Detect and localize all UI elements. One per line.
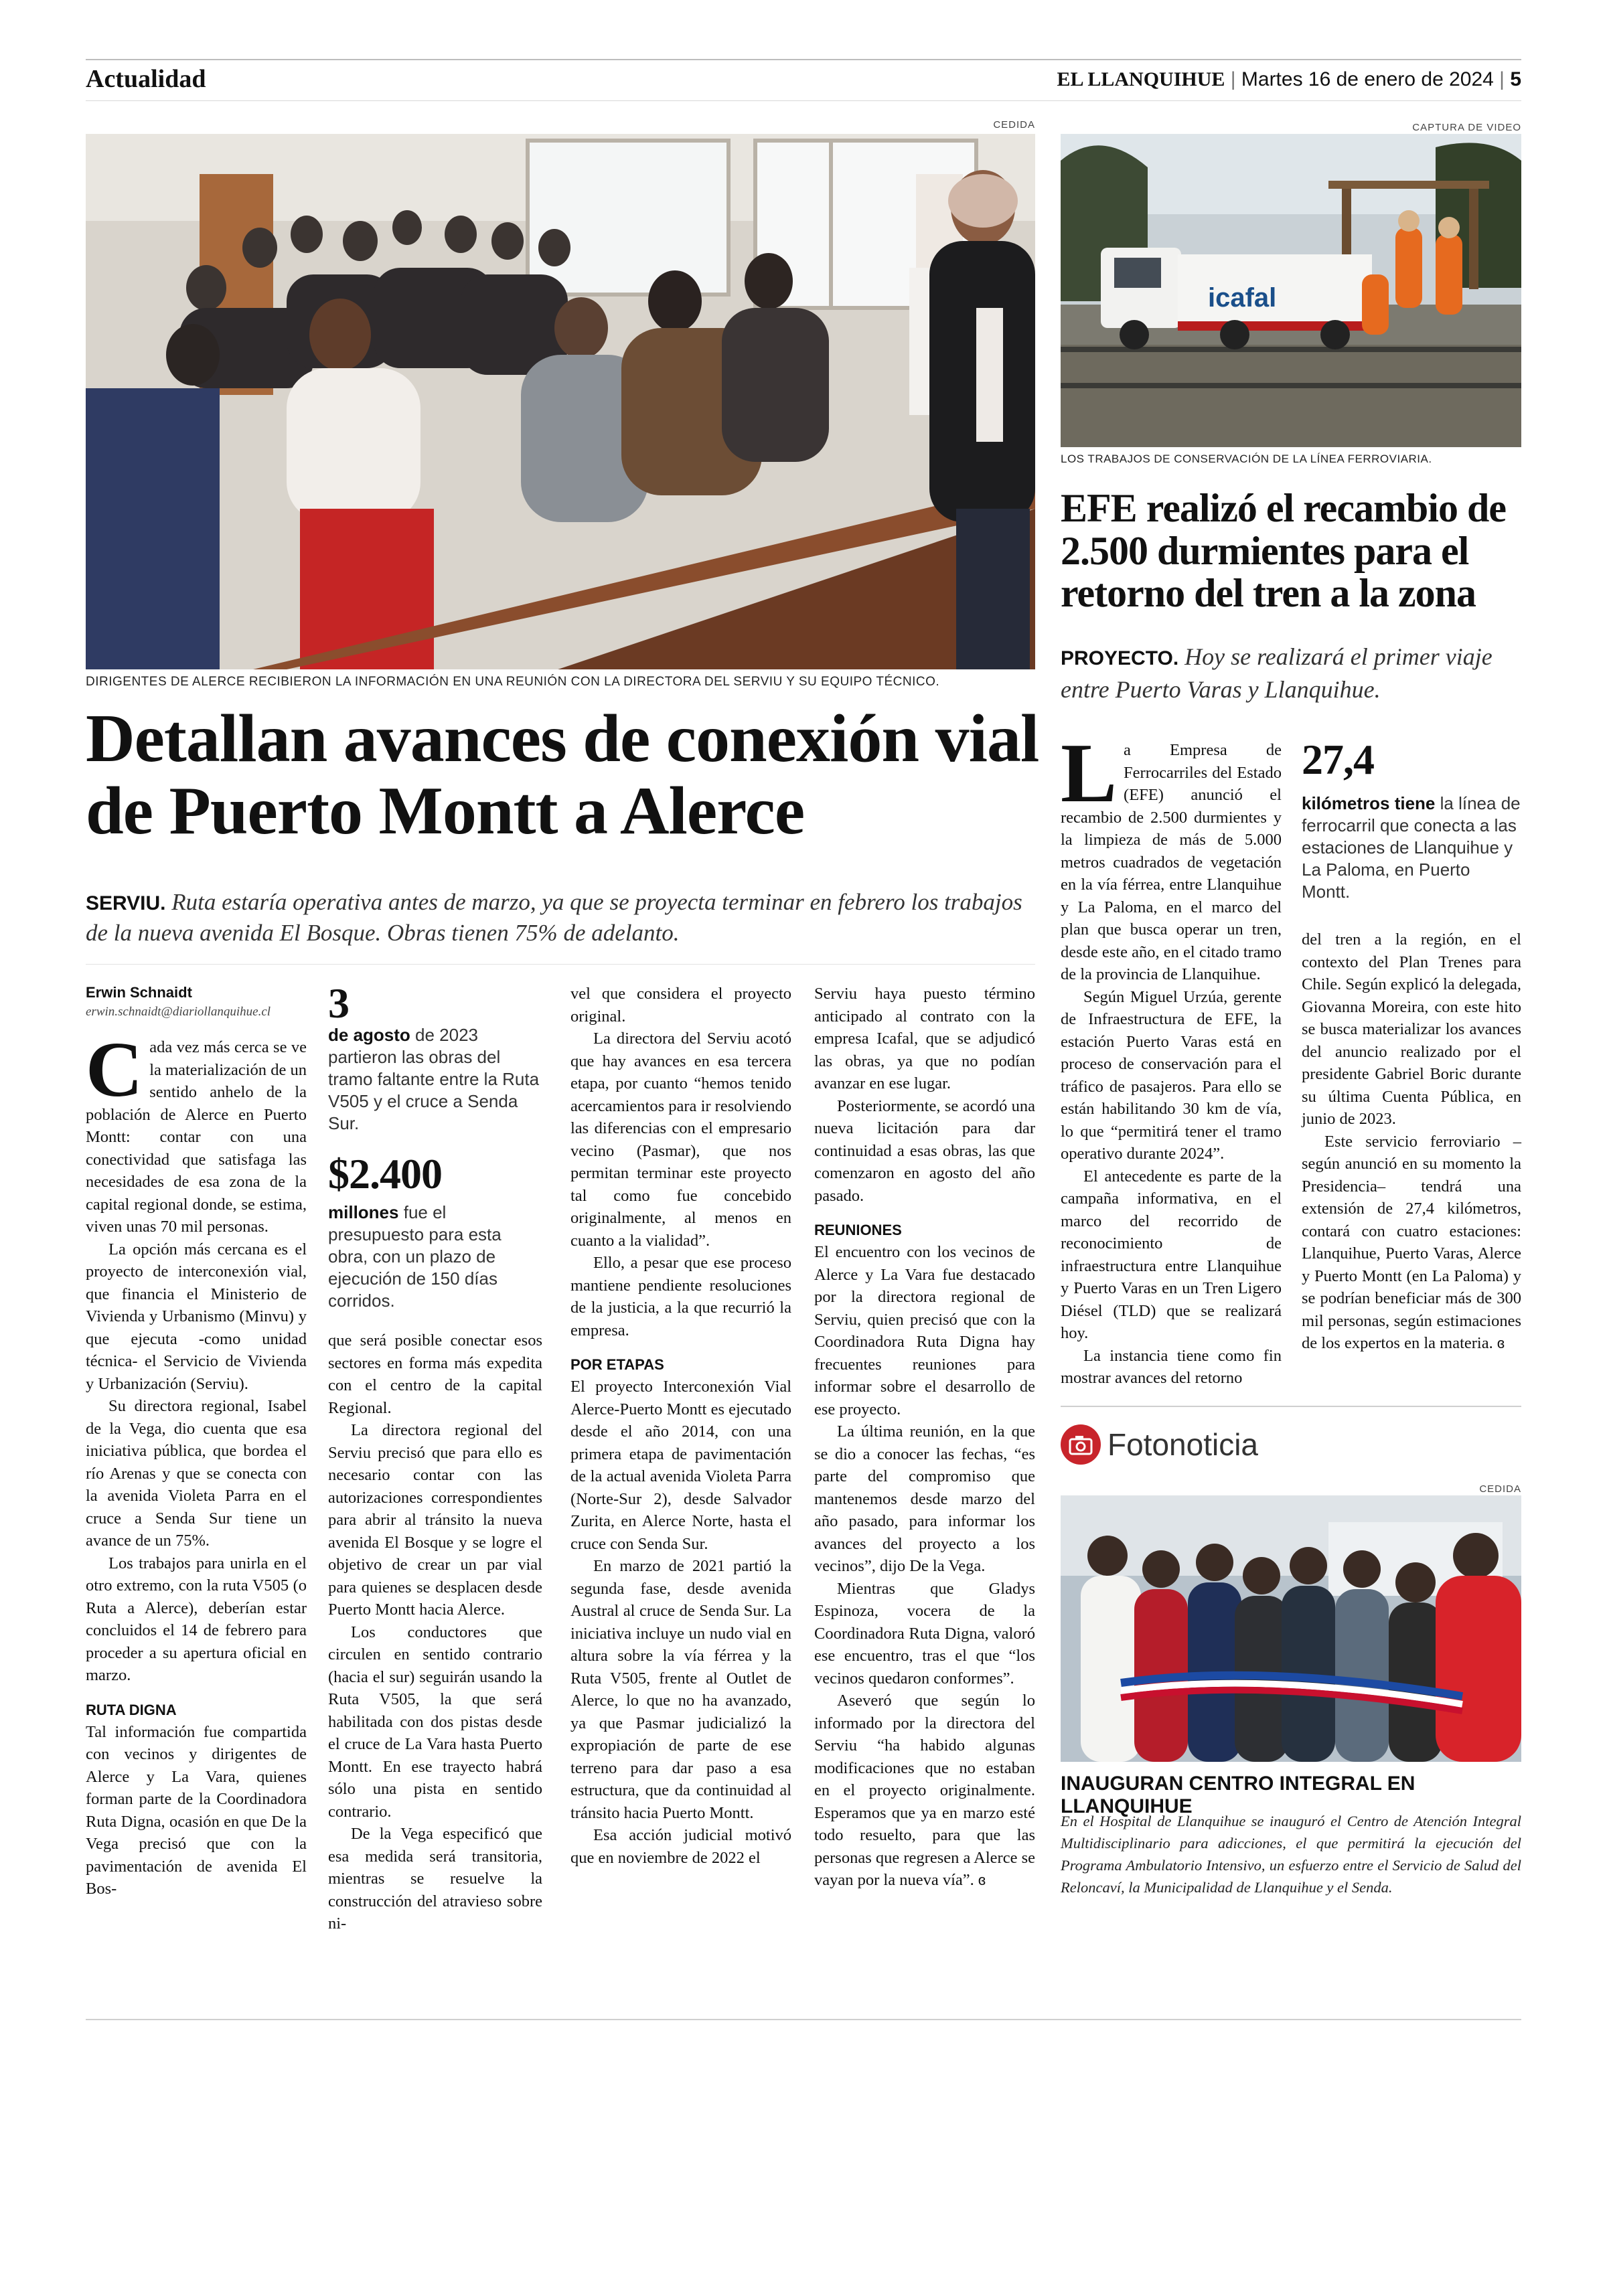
subheading-ruta-digna: RUTA DIGNA <box>86 1701 177 1718</box>
stat-bold: millones <box>328 1202 399 1222</box>
inauguration-photo <box>1061 1495 1521 1762</box>
paragraph: Ello, a pesar que ese proceso mantiene pendiente resoluciones de la justicia, a la que recurrió la empresa. <box>570 1254 791 1339</box>
paragraph: La opción más cercana es el proyecto de interconexión vial, que financia el Ministerio de Vivienda y Urbanismo (Minvu) y que ejecuta -como unidad técnica- el Servicio de Vivienda y Urbanización (Serviu). <box>86 1240 307 1393</box>
stat-text: fue el presupuesto para esta obra, con un plazo de ejecución de 150 días corridos. <box>328 1202 502 1311</box>
fotonoticia-rule <box>1061 1406 1521 1407</box>
stat-km-number: 27,4 <box>1302 736 1374 783</box>
efe-photo-caption: LOS TRABAJOS DE CONSERVACIÓN DE LA LÍNEA FERROVIARIA. <box>1061 453 1432 465</box>
stat-start-date-number: 3 <box>328 979 349 1027</box>
stat-text: de 2023 partieron las obras del tramo faltante entre la Ruta V505 y el cruce a Senda Sur. <box>328 1025 540 1133</box>
paragraph: El proyecto Interconexión Vial Alerce-Puerto Montt es ejecutado desde el año 2014, con una primera etapa de pavimentación de la actual avenida Violeta Parra (Norte-Sur 2), desde Salvador Zurita, en Alerce Norte, hasta el cruce con Senda Sur. <box>570 1378 791 1553</box>
fotonoticia-title: Fotonoticia <box>1107 1427 1259 1462</box>
meeting-photo <box>86 134 1035 669</box>
stat-budget-number: $2.400 <box>328 1150 442 1198</box>
paragraph: El encuentro con los vecinos de Alerce y La Vara fue destacado por la directora regional de Serviu, quien precisó que con la Coordinadora Ruta Digna hay frecuentes reuniones para informar sobre el desarrollo de ese proyecto. <box>814 1243 1035 1418</box>
deck-rule <box>86 964 1035 965</box>
paragraph: El antecedente es parte de la campaña informativa, en el marco del recorrido de reconocimiento de infraestructura entre Llanquihue y Puerto Varas en un Tren Ligero Diésel (TLD) que se realizará hoy. <box>1061 1167 1282 1342</box>
efe-column-2 <box>1302 736 1521 1355</box>
efe-deck <box>1061 641 1521 705</box>
bottom-rule <box>86 2019 1521 2020</box>
main-column-3 <box>570 983 791 1869</box>
fotonoticia-label <box>1061 1423 1258 1466</box>
paragraph: La instancia tiene como fin mostrar avances del retorno <box>1061 1346 1282 1387</box>
publication-name: EL LLANQUIHUE <box>1057 68 1225 90</box>
main-deck-text: Ruta estaría operativa antes de marzo, ya que se proyecta terminar en febrero los trabajos de la nueva avenida El Bosque. Obras tienen 75% de adelanto. <box>86 889 1022 946</box>
truck-logo: icafal <box>1208 283 1277 313</box>
main-column-1 <box>86 983 307 1900</box>
paragraph: Los trabajos para unirla en el otro extremo, con la ruta V505 (o Ruta a Alerce), deberían estar concluidos el 14 de febrero para proceder a su apertura oficial en marzo. <box>86 1554 307 1684</box>
section-title: Actualidad <box>86 65 206 93</box>
paragraph <box>814 1690 1035 1892</box>
end-mark-icon: ɞ <box>1497 1335 1505 1351</box>
issue-date: Martes 16 de enero de 2024 <box>1241 68 1494 90</box>
paragraph: vel que considera el proyecto original. <box>570 985 791 1026</box>
paragraph: ada vez más cerca se ve la materialización de un sentido anhelo de la población de Alerce en Puerto Montt: contar con una conectividad que satisfaga las necesidades de esa zona de la capital regional donde, se estima, viven unas 70 mil personas. <box>86 1038 307 1236</box>
paragraph: La directora del Serviu acotó que hay avances en esa tercera etapa, por cuanto “hemos tenido acercamientos para ir resolviendo las diferencias con el empresario vecino (Pasmar), que nos permitan terminar este proyecto tal como fue concebido originalmente, al menos en cuanto a la vialidad”. <box>570 1030 791 1250</box>
paragraph: del tren a la región, en el contexto del Plan Trenes para Chile. Según explicó la delegada, Giovanna Moreira, con este hito se busca materializar los avances del anuncio realizado por el presidente Gabriel Boric durante su última Cuenta Pública, en junio de 2023. <box>1302 930 1521 1128</box>
author-name: Erwin Schnaidt <box>86 984 192 1001</box>
drop-cap: C <box>86 1026 143 1113</box>
stat-budget-label <box>328 1202 542 1312</box>
top-rule <box>86 59 1521 60</box>
efe-column-1 <box>1061 727 1282 1390</box>
fotonoticia-text: En el Hospital de Llanquihue se inauguró el Centro de Atención Integral Multidisciplinario para adicciones, el que permitirá la ejecución del Programa Ambulatorio Intensivo, un esfuerzo entre el Servicio de Salud del Reloncaví, la Municipalidad de Llanquihue y el Senda. <box>1061 1813 1521 1896</box>
page-number: 5 <box>1510 68 1521 90</box>
stat-text: la línea de ferrocarril que conecta a las estaciones de Llanquihue y La Paloma, en Puerto Montt. <box>1302 793 1521 902</box>
paragraph: a Empresa de Ferrocarriles del Estado (EFE) anunció el recambio de 2.500 durmientes y la limpieza de más de 5.000 metros cuadrados de vegetación en la vía férrea, entre Llanquihue y La Paloma, en el marco del plan que busca operar un tren, desde este año, en el citado tramo de la provincia de Llanquihue. <box>1061 741 1282 983</box>
paragraph: Según Miguel Urzúa, gerente de Infraestructura de EFE, la estación Puerto Varas está en proceso de conservación para el tráfico de pasajeros. Para ello se están habilitando 30 km de vía, lo que “permitirá tener el tramo operativo durante 2024”. <box>1061 987 1282 1163</box>
stat-km-label <box>1302 793 1521 903</box>
paragraph: Posteriormente, se acordó una nueva licitación para dar continuidad a esas obras, las que comenzaron en agosto del año pasado. <box>814 1096 1035 1205</box>
subheading-por-etapas: POR ETAPAS <box>570 1356 664 1373</box>
main-photo-credit: CEDIDA <box>993 119 1035 131</box>
stat-bold: kilómetros tiene <box>1302 793 1436 813</box>
main-photo-caption: DIRIGENTES DE ALERCE RECIBIERON LA INFORMACIÓN EN UNA REUNIÓN CON LA DIRECTORA DEL SERVIU Y SU EQUIPO TÉCNICO. <box>86 675 940 689</box>
main-column-4 <box>814 983 1035 1892</box>
main-deck <box>86 888 1037 948</box>
stat-bold: de agosto <box>328 1025 410 1045</box>
paragraph: Mientras que Gladys Espinoza, vocera de la Coordinadora Ruta Digna, valoró ese encuentro, tras el que “los vecinos quedaron conformes”. <box>814 1579 1035 1688</box>
paragraph: Esa acción judicial motivó que en noviembre de 2022 el <box>570 1826 791 1867</box>
efe-deck-text: Hoy se realizará el primer viaje entre Puerto Varas y Llanquihue. <box>1061 643 1493 703</box>
paragraph: La última reunión, en la que se dio a conocer las fechas, “es parte del compromiso que mantenemos desde marzo del año pasado, para informar los avances del proyecto a los vecinos”, dijo De la Vega. <box>814 1422 1035 1575</box>
header-rule <box>86 100 1521 101</box>
subheading-reuniones: REUNIONES <box>814 1222 902 1238</box>
paragraph-text: Aseveró que según lo informado por la directora del Serviu “ha habido algunas modificaciones que no estaban en el proyecto originalmente. Esperamos que ya en marzo esté todo resuelto, para que las personas que regresen a Alerce se vayan por la nueva vía”. <box>814 1692 1035 1889</box>
drop-cap: L <box>1061 727 1118 820</box>
paragraph: En marzo de 2021 partió la segunda fase, desde avenida Austral al cruce de Senda Sur. La iniciativa incluye un nudo vial en altura sobre la vía férrea y la Ruta V505, frente al Outlet de Alerce, lo que no ha avanzado, ya que Pasmar judicializó la expropiación de parte de ese terreno para dar paso a esa estructura, que da continuidad al tránsito hacia Puerto Montt. <box>570 1557 791 1822</box>
efe-photo-credit: CAPTURA DE VIDEO <box>1412 122 1521 133</box>
author-email: erwin.schnaidt@diariollanquihue.cl <box>86 1005 271 1019</box>
paragraph: Serviu haya puesto término anticipado al contrato con la empresa Icafal, que se adjudicó las obras, ya que no podían avanzar en ese lugar. <box>814 985 1035 1092</box>
paragraph: Tal información fue compartida con vecinos y dirigentes de Alerce y La Vara, quienes forman parte de la Coordinadora Ruta Digna, ocasión en que De la Vega precisó que con la pavimentación de avenida El Bos- <box>86 1722 307 1898</box>
stat-start-date-label <box>328 1024 542 1135</box>
efe-kicker: PROYECTO. <box>1061 647 1179 669</box>
fotonoticia-headline: INAUGURAN CENTRO INTEGRAL EN LLANQUIHUE <box>1061 1773 1415 1817</box>
masthead: EL LLANQUIHUE | Martes 16 de enero de 2024 | 5 <box>1057 68 1521 90</box>
paragraph-text: Este servicio ferroviario –según anunció en su momento la Presidencia– tendrá una extensión de 27,4 kilómetros, contará con cuatro estaciones: Llanquihue, Puerto Varas, Alerce y Puerto Montt (en La Paloma) y se podrían beneficiar más de 300 mil personas, según estimaciones de los expertos en la materia. <box>1302 1132 1521 1352</box>
paragraph: Su directora regional, Isabel de la Vega, dio cuenta que esa iniciativa pública, que bordea el río Arenas y que se conecta con la avenida Violeta Parra en el cruce a Senda Sur tiene un avance de un 75%. <box>86 1397 307 1550</box>
main-kicker: SERVIU. <box>86 892 166 914</box>
paragraph: La directora regional del Serviu precisó que para ello es necesario contar con las autorizaciones correspondientes para abrir al tránsito la nueva avenida El Bosque y se logre el objetivo de crear un par vial para quienes se desplacen desde Puerto Montt hacia Alerce. <box>328 1421 542 1619</box>
fotonoticia-photo-credit: CEDIDA <box>1479 1483 1521 1495</box>
main-headline: Detallan avances de conexión vial de Puerto Montt a Alerce <box>86 701 1039 849</box>
paragraph: Los conductores que circulen en sentido contrario (hacia el sur) seguirán usando la Ruta V505, la que será habilitada con dos pistas desde el cruce de La Vara hasta Puerto Montt. En ese trayecto habrá sólo una pista en sentido contrario. <box>328 1623 542 1821</box>
paragraph: que será posible conectar esos sectores en forma más expedita con el centro de la capital Regional. <box>328 1331 542 1417</box>
efe-headline: EFE realizó el recambio de 2.500 durmientes para el retorno del tren a la zona <box>1061 486 1506 616</box>
railway-photo <box>1061 134 1521 447</box>
paragraph <box>1302 1131 1521 1355</box>
paragraph: De la Vega especificó que esa medida será transitoria, mientras se resuelve la construcción del atravieso sobre ni- <box>328 1825 542 1933</box>
end-mark-icon: ɞ <box>978 1872 986 1888</box>
main-column-2 <box>328 979 542 1935</box>
camera-icon <box>1061 1424 1101 1465</box>
